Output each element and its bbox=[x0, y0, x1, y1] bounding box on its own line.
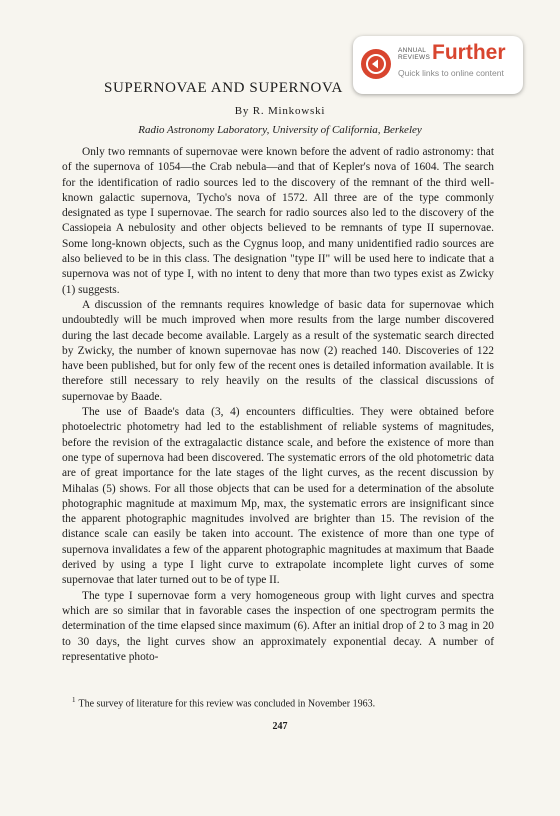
back-arrow-icon bbox=[361, 49, 391, 79]
annual-reviews-further-badge[interactable] bbox=[353, 36, 523, 94]
footnote-text: The survey of literature for this review was concluded in November 1963. bbox=[78, 698, 376, 710]
paragraph: A discussion of the remnants requires knowledge of basic data for supernovae which undoubtedly will be much improved when more results from the large number discovered during the last decade become available. Largely as a result of the systematic search directed by Zwicky, the number of known supernovae has now (2) reached 140. Discoveries of 122 have been published, but for only few of the recent ones is detailed information available. It is therefore still necessary to rely heavily on the results of the classical discussions of supernovae by Baade. bbox=[62, 298, 494, 403]
annual-label: ANNUAL bbox=[398, 47, 427, 54]
annual-reviews-logo-text bbox=[398, 47, 430, 61]
article-title: SUPERNOVAE AND SUPERNOVA bbox=[104, 80, 343, 96]
paragraph: Only two remnants of supernovae were known before the advent of radio astronomy: that of the supernova of 1054—the Crab nebula—and that of Kepler's nova of 1604. The search for the identification of radio sources led to the discovery of the remnant of the third well-known galactic supernova, Tycho's nova of 1572. All three are of the type commonly designated as type I supernovae. The search for radio sources also led to the discovery of the Cassiopeia A nebulosity and other objects believed to be remnants of type II supernovae. Some long-known objects, such as the Cygnus loop, and many unidentified radio sources are also believed to be in this class. The designation "type II" will be used here to indicate that a supernova was not of type I, with no intent to deny that more than two types exist as Zwicky (1) suggests. bbox=[62, 146, 494, 296]
page-number: 247 bbox=[272, 721, 288, 732]
paragraph: The use of Baade's data (3, 4) encounters difficulties. They were obtained before photoelectric photometry had led to the establishment of reliable systems of magnitudes, before the revision of the extragalactic distance scale, and before the existence of more than one type of supernova had been discovered. The systematic errors of the old photometric data are of great importance for the late stages of the light curves, as the recent discussion by Mihalas (5) shows. For all those objects that can be used for a determination of the absolute photographic magnitude at maximum Mp, max, the systematic errors are insignificant since the apparent photographic magnitudes involved are brighter than 15. The revision of the distance scale can easily be taken into account. The existence of more than one type of supernova invalidates a few of the apparent photographic magnitudes at maximum that Baade derived by using a type I light curve to extrapolate incomplete light curves of some supernovae that later turned out to be of type II. bbox=[62, 406, 494, 587]
reviews-label: REVIEWS bbox=[398, 54, 431, 61]
footnote bbox=[72, 696, 492, 709]
paragraph: The type I supernovae form a very homogeneous group with light curves and spectra which are so similar that in favorable cases the inspection of one spectrogram permits the determination of the time elapsed since maximum (6). After an initial drop of 2 to 3 mag in 20 to 30 days, the light curves show an approximately exponential decay. A number of representative photo- bbox=[62, 589, 494, 663]
article-body bbox=[62, 145, 494, 665]
further-label: Further bbox=[432, 41, 506, 64]
badge-tagline: Quick links to online content bbox=[398, 68, 504, 78]
author-byline: By R. Minkowski bbox=[234, 105, 326, 117]
author-affiliation: Radio Astronomy Laboratory, University of California, Berkeley bbox=[138, 124, 422, 136]
footnote-marker: 1 bbox=[72, 696, 76, 704]
